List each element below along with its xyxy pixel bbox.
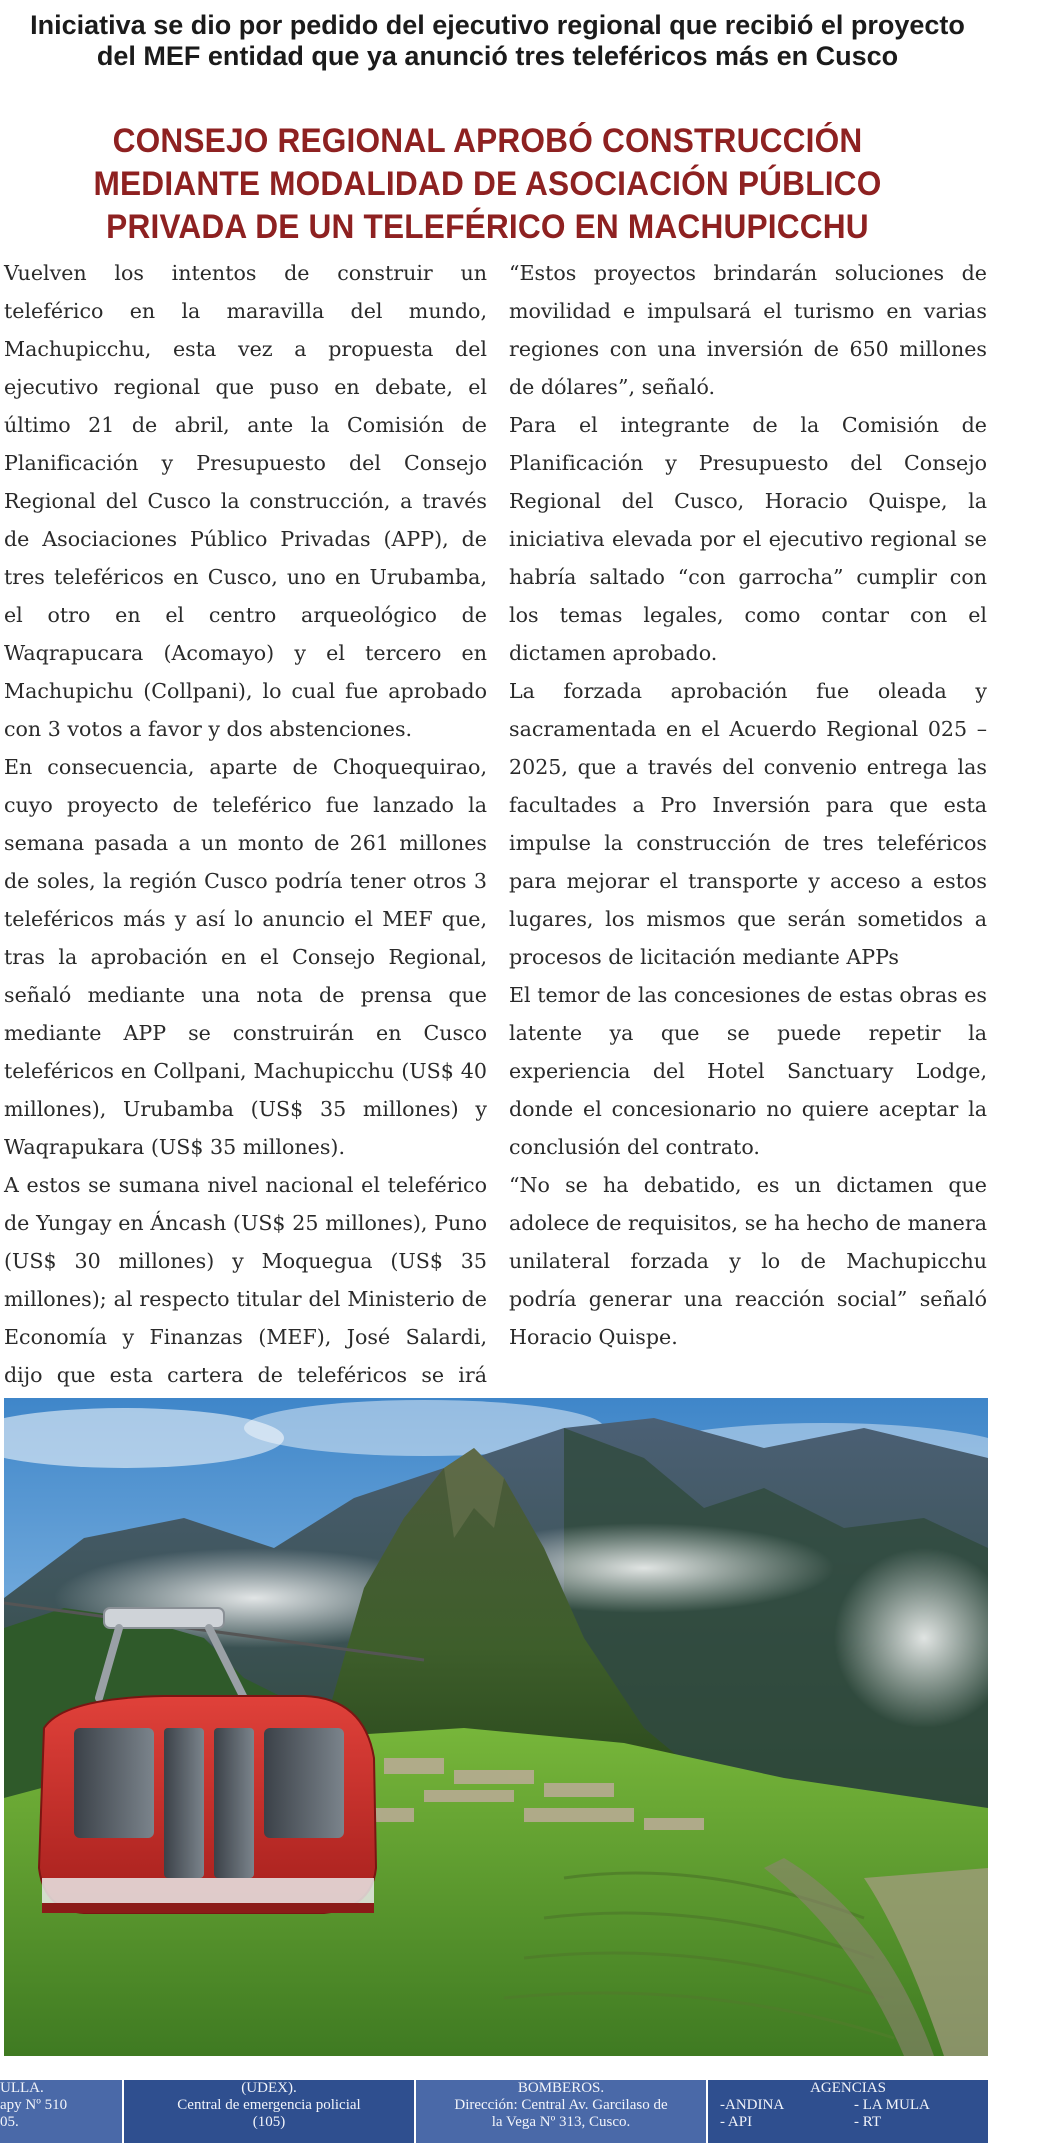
footer-box3-line3: la Vega Nº 313, Cusco. — [491, 2114, 631, 2130]
article-left-column — [4, 254, 487, 1432]
machupicchu-cablecar-photo — [4, 1398, 988, 2056]
footer-box-agencias — [708, 2080, 988, 2143]
left-paragraph-1: Vuelven los intentos de construir un teleférico en la maravilla del mundo, Machupicchu, esta vez a propuesta del ejecutivo regional que puso en debate, el último 21 de abril, ante la Comisión de Planificación y Presupuesto del Consejo Regional del Cusco la construcción, a través de Asociaciones Público Privadas (APP), de tres teleféricos en Cusco, uno en Urubamba, el otro en el centro arqueológico de Waqrapucara (Acomayo) y el tercero en Machupichu (Collpani), lo cual fue aprobado con 3 votos a favor y dos abstenciones. — [4, 261, 487, 741]
footer-box2-line2: Central de emergencia policial — [177, 2097, 361, 2113]
agency-item: - API — [720, 2114, 753, 2130]
footer-agencias-title: AGENCIAS — [810, 2080, 886, 2096]
footer-box3-line2: Dirección: Central Av. Garcilaso de — [454, 2097, 668, 2113]
article-kicker: Iniciativa se dio por pedido del ejecutivo regional que recibió el proyecto del MEF entidad que ya anunció tres teleféricos más en Cusco — [30, 10, 965, 71]
footer-box2-line3: (105) — [252, 2114, 286, 2130]
agency-item: -ANDINA — [720, 2097, 785, 2113]
agency-item: - RT — [854, 2114, 882, 2130]
footer-box1-line3: 05. — [0, 2114, 19, 2130]
footer-box1-line2: apy Nº 510 — [0, 2097, 68, 2113]
footer-box2-line1: (UDEX). — [241, 2080, 297, 2096]
agency-item: - LA MULA — [854, 2097, 930, 2113]
left-paragraph-2: En consecuencia, aparte de Choquequirao, cuyo proyecto de teleférico fue lanzado la semana pasada a un monto de 261 millones de soles, la región Cusco podría tener otros 3 teleféricos más y así lo anuncio el MEF que, tras la aprobación en el Consejo Regional, señaló mediante una nota de prensa que mediante APP se construirán en Cusco teleféricos en Collpani, Machupicchu (US$ 40 millones), Urubamba (US$ 35 millones) y Waqrapukara (US$ 35 millones). — [4, 755, 487, 1159]
footer-box1-line1: ULLA. — [0, 2080, 44, 2096]
article-right-column — [509, 254, 987, 1356]
article-headline: CONSEJO REGIONAL APROBÓ CONSTRUCCIÓN MEDIANTE MODALIDAD DE ASOCIACIÓN PÚBLICO PRIVADA DE UN TELEFÉRICO EN MACHUPICCHU — [93, 122, 882, 246]
footer-box-udex — [124, 2080, 414, 2143]
right-paragraph-1: “Estos proyectos brindarán soluciones de movilidad e impulsará el turismo en varias regiones con una inversión de 650 millones de dólares”, señaló. — [509, 261, 987, 399]
footer-box-ambulance — [0, 2080, 122, 2143]
footer-box-bomberos — [416, 2080, 706, 2143]
right-paragraph-2: Para el integrante de la Comisión de Planificación y Presupuesto del Consejo Regional del Cusco, Horacio Quispe, la iniciativa elevada por el ejecutivo regional se habría saltado “con garrocha” cumplir con los temas legales, como contar con el dictamen aprobado. — [509, 413, 987, 665]
footer-box3-line1: BOMBEROS. — [517, 2080, 605, 2096]
right-paragraph-3: La forzada aprobación fue oleada y sacramentada en el Acuerdo Regional 025 – 2025, que a través del convenio entrega las facultades a Pro Inversión para que esta impulse la construcción de tres teleféricos para mejorar el transporte y acceso a estos lugares, los mismos que serán sometidos a procesos de licitación mediante APPs — [509, 679, 987, 969]
right-paragraph-4: El temor de las concesiones de estas obras es latente ya que se puede repetir la experiencia del Hotel Sanctuary Lodge, donde el concesionario no quiere aceptar la conclusión del contrato. — [509, 983, 987, 1159]
agency-list — [708, 2097, 988, 2131]
footer-directory — [0, 2080, 1063, 2143]
right-paragraph-5: “No se ha debatido, es un dictamen que adolece de requisitos, se ha hecho de manera unilateral forzada y lo de Machupicchu podría generar una reacción social” señaló Horacio Quispe. — [509, 1173, 987, 1349]
left-paragraph-3: A estos se sumana nivel nacional el teleférico de Yungay en Áncash (US$ 25 millones), Puno (US$ 30 millones) y Moquegua (US$ 35 millones); al respecto titular del Ministerio de Economía y Finanzas (MEF), José Salardi, dijo que esta cartera de teleféricos se irá — [4, 1173, 487, 1387]
